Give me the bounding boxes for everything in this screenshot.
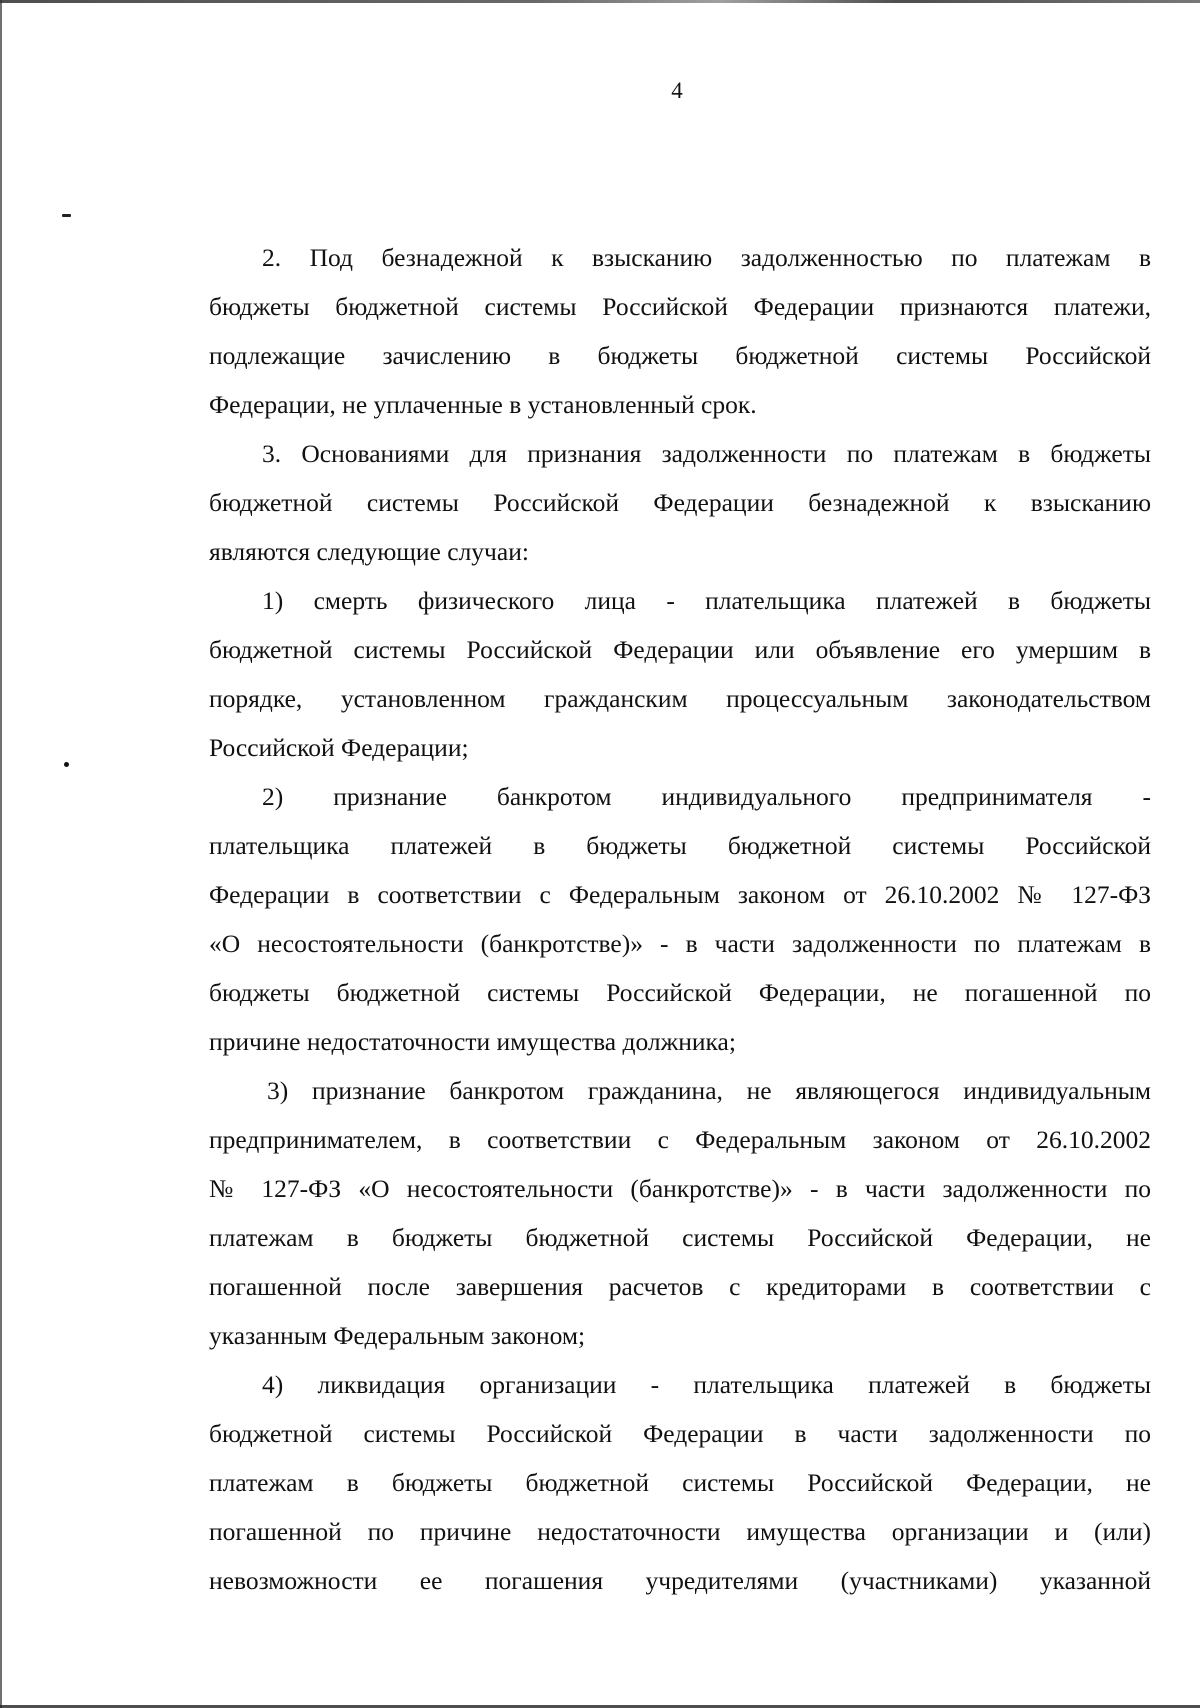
text-line: порядке, установленном гражданским процессуальным законодательством [209,684,1151,713]
scan-speck [64,762,69,767]
text-line: 3. Основаниями для признания задолженности по платежам в бюджеты [262,439,1151,468]
scan-speck [62,214,71,217]
text-line: указанным Федеральным законом; [209,1321,586,1350]
paragraph-3 [209,429,1151,576]
text-line: невозможности ее погашения учредителями (участниками) указанной [209,1566,1151,1595]
list-item-3 [209,1066,1151,1360]
document-body [209,233,1151,1605]
scan-edge-top [0,0,1200,3]
text-line: предпринимателем, в соответствии с Федеральным законом от 26.10.2002 [209,1125,1151,1154]
text-line: являются следующие случаи: [209,537,529,566]
list-item-4 [209,1360,1151,1605]
text-line: Федерации в соответствии с Федеральным законом от 26.10.2002 № 127-ФЗ [209,880,1151,909]
text-line: 3) признание банкротом гражданина, не являющегося индивидуальным [267,1076,1151,1105]
text-line: Федерации, не уплаченные в установленный срок. [209,390,757,419]
scan-edge-left [0,0,2,1708]
text-line: погашенной после завершения расчетов с кредиторами в соответствии с [209,1272,1151,1301]
text-line: 2. Под безнадежной к взысканию задолженностью по платежам в [262,243,1151,272]
text-line: плательщика платежей в бюджеты бюджетной системы Российской [209,831,1151,860]
page-number: 4 [671,78,683,103]
text-line: платежам в бюджеты бюджетной системы Российской Федерации, не [209,1223,1151,1252]
list-item-1 [209,576,1151,772]
text-line: 4) ликвидация организации - плательщика платежей в бюджеты [262,1370,1151,1399]
text-line: бюджетной системы Российской Федерации в части задолженности по [209,1419,1151,1448]
text-line: платежам в бюджеты бюджетной системы Российской Федерации, не [209,1468,1151,1497]
text-line: № 127-ФЗ «О несостоятельности (банкротстве)» - в части задолженности по [209,1174,1151,1203]
text-line: бюджеты бюджетной системы Российской Федерации признаются платежи, [209,292,1151,321]
text-line: бюджетной системы Российской Федерации безнадежной к взысканию [209,488,1151,517]
list-item-2 [209,772,1151,1066]
text-line: 2) признание банкротом индивидуального предпринимателя - [262,782,1151,811]
paragraph-2 [209,233,1151,429]
text-line: Российской Федерации; [209,733,469,762]
text-line: бюджеты бюджетной системы Российской Федерации, не погашенной по [209,978,1151,1007]
text-line: причине недостаточности имущества должника; [209,1027,736,1056]
text-line: «О несостоятельности (банкротстве)» - в части задолженности по платежам в [209,929,1151,958]
text-line: бюджетной системы Российской Федерации или объявление его умершим в [209,635,1151,664]
text-line: подлежащие зачислению в бюджеты бюджетной системы Российской [209,341,1151,370]
text-line: погашенной по причине недостаточности имущества организации и (или) [209,1517,1151,1546]
text-line: 1) смерть физического лица - плательщика платежей в бюджеты [262,586,1151,615]
